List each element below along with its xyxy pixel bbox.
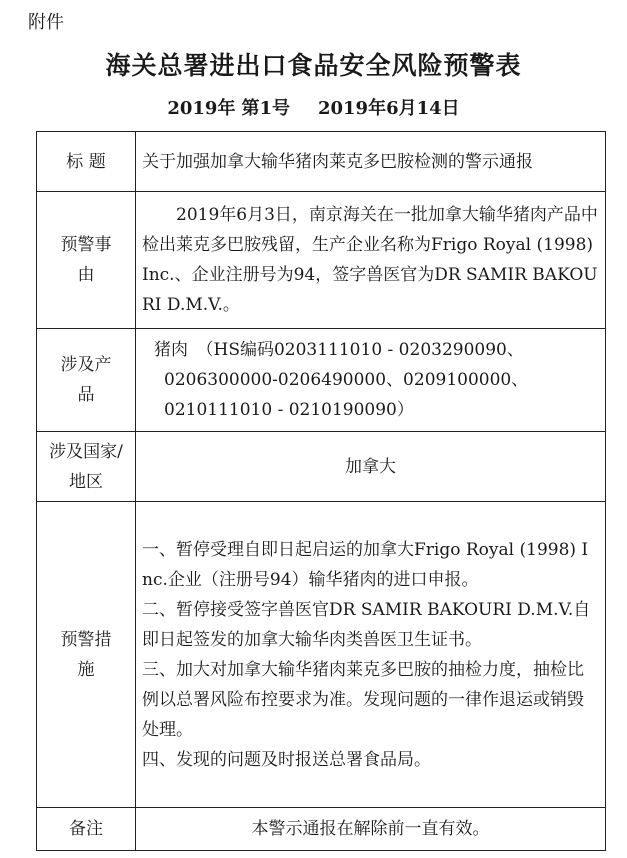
row-value-reason: 2019年6月3日，南京海关在一批加拿大输华猪肉产品中检出莱克多巴胺残留，生产企业名称为Frigo Royal (1998) Inc.、企业注册号为94，签字兽医官为DR SAMIR BAKOURI D.M.V.。 — [136, 192, 606, 329]
row-label-measures: 预警措施 — [37, 502, 136, 808]
measure-item: 三、加大对加拿大输华猪肉莱克多巴胺的抽检力度，抽检比例以总署风险布控要求为准。发现问题的一律作退运或销毁处理。 — [142, 659, 584, 740]
product-line: 0206300000-0206490000、0209100000、 — [164, 370, 529, 390]
measure-item: 一、暂停受理自即日起启运的加拿大Frigo Royal (1998) Inc.企业（注册号94）输华猪肉的进口申报。 — [142, 539, 589, 590]
issue-date: 2019年6月14日 — [317, 98, 460, 119]
attachment-label: 附件 — [28, 12, 64, 33]
table-row-title — [37, 132, 606, 192]
row-label-remarks: 备注 — [37, 808, 136, 851]
product-line: 猪肉 （HS编码0203111010 - 0203290090、 — [154, 340, 524, 360]
table-row-product — [37, 329, 606, 432]
table-row-remarks — [37, 808, 606, 851]
issue-year: 2019年 — [167, 98, 236, 119]
document-title: 海关总署进出口食品安全风险预警表 — [105, 51, 522, 80]
table-row-measures — [37, 502, 606, 808]
table-row-reason — [37, 192, 606, 329]
row-label-product: 涉及产品 — [37, 329, 136, 432]
product-line: 0210111010 - 0210190090） — [164, 400, 414, 420]
warning-table — [36, 131, 606, 851]
row-label-country: 涉及国家/地区 — [37, 432, 136, 502]
row-value-remarks: 本警示通报在解除前一直有效。 — [136, 808, 606, 851]
issue-line — [0, 94, 627, 120]
measure-item: 二、暂停接受签字兽医官DR SAMIR BAKOURI D.M.V.自即日起签发的加拿大输华肉类兽医卫生证书。 — [142, 599, 591, 650]
row-value-country: 加拿大 — [136, 432, 606, 502]
row-value-measures — [136, 502, 606, 808]
row-label-reason: 预警事由 — [37, 192, 136, 329]
row-value-title: 关于加强加拿大输华猪肉莱克多巴胺检测的警示通报 — [136, 132, 606, 192]
row-label-title: 标 题 — [37, 132, 136, 192]
row-value-product — [136, 329, 606, 432]
issue-number: 第1号 — [241, 98, 290, 119]
table-row-country — [37, 432, 606, 502]
measure-item: 四、发现的问题及时报送总署食品局。 — [142, 749, 431, 770]
